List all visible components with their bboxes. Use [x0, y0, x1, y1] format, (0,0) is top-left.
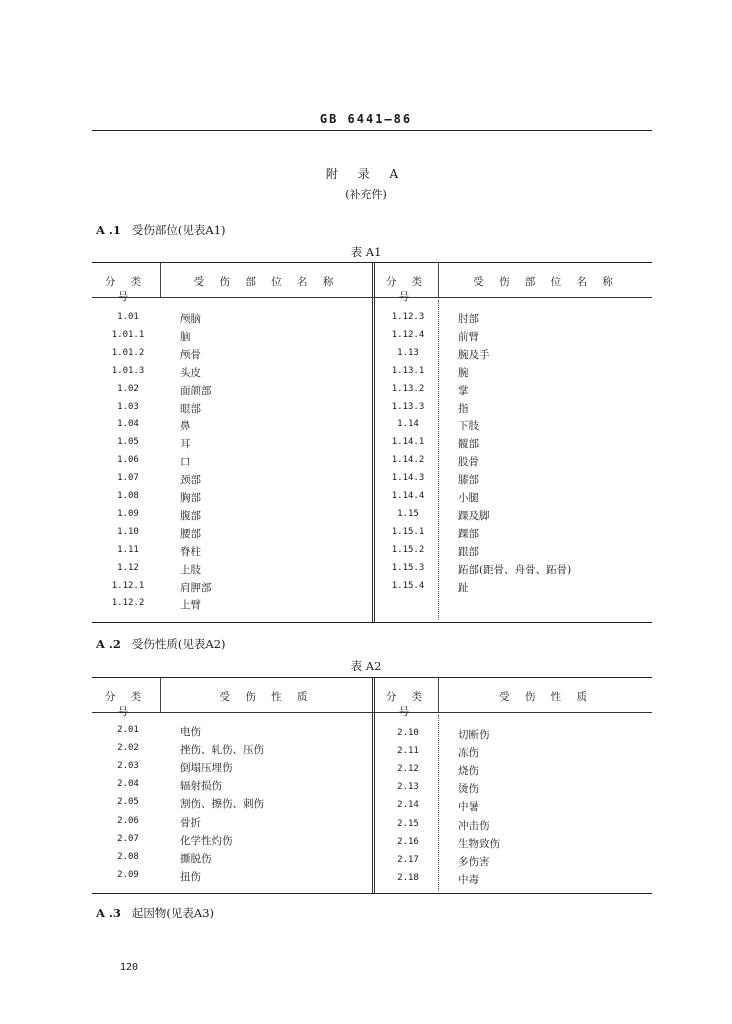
classification-code: 1.10 — [117, 526, 139, 537]
injury-name: 跖部(距骨、舟骨、跖骨) — [458, 563, 572, 576]
injury-name: 头皮 — [180, 366, 201, 379]
standard-code: GB 6441—86 — [319, 112, 413, 126]
injury-name: 上肢 — [180, 563, 201, 576]
classification-code: 1.03 — [117, 401, 139, 412]
injury-name: 耳 — [180, 438, 191, 451]
classification-code: 1.15.4 — [391, 580, 425, 591]
classification-code: 2.03 — [117, 761, 139, 772]
classification-code: 2.01 — [117, 725, 139, 735]
classification-code: 2.16 — [397, 836, 419, 847]
injury-name: 口 — [180, 456, 191, 469]
appendix-title: 附 录 A — [325, 167, 407, 181]
classification-code: 1.14.1 — [391, 437, 425, 448]
section-number: A .1 — [96, 223, 121, 237]
injury-name: 颈部 — [180, 474, 201, 487]
section-title: 受伤部位(见表A1) — [131, 223, 226, 237]
injury-name: 鼻 — [180, 420, 191, 433]
classification-code: 1.01 — [117, 312, 139, 322]
injury-name: 腹部 — [180, 509, 201, 522]
injury-name: 化学性灼伤 — [180, 834, 233, 847]
injury-name: 颅脑 — [180, 313, 201, 325]
injury-name: 指 — [458, 402, 469, 415]
classification-code: 2.05 — [117, 797, 139, 808]
column-header: 受 伤 性 质 — [498, 691, 593, 703]
classification-code: 1.12 — [117, 562, 139, 573]
injury-name: 脊柱 — [180, 545, 201, 558]
column-header: 受 伤 部 位 名 称 — [473, 276, 619, 288]
injury-name: 踝部 — [458, 527, 479, 540]
classification-code: 1.14.2 — [391, 455, 425, 466]
classification-code: 2.04 — [117, 779, 139, 790]
section-heading-a1 — [96, 222, 226, 238]
injury-name: 生物致伤 — [458, 837, 500, 850]
table-bottom-rule — [92, 893, 652, 894]
injury-name: 撕脱伤 — [180, 852, 212, 865]
classification-code: 1.04 — [117, 419, 139, 430]
injury-name: 割伤、擦伤、刺伤 — [180, 798, 264, 811]
classification-code: 2.14 — [397, 800, 419, 811]
classification-code: 2.15 — [397, 818, 419, 829]
injury-name: 股骨 — [458, 456, 479, 469]
classification-code: 2.06 — [117, 815, 139, 826]
classification-code: 1.12.2 — [111, 598, 145, 609]
classification-code: 2.17 — [397, 854, 419, 865]
section-heading-a2 — [96, 636, 226, 652]
injury-name: 电伤 — [180, 726, 201, 738]
column-header: 分 类 号 — [104, 276, 148, 303]
section-number: A .3 — [96, 906, 121, 920]
injury-name: 腰部 — [180, 527, 201, 540]
injury-name: 眼部 — [180, 402, 201, 415]
column-divider — [438, 263, 439, 297]
classification-code: 2.08 — [117, 851, 139, 862]
header-rule — [92, 130, 652, 131]
injury-name: 面颌部 — [180, 384, 212, 397]
table-center-divider — [372, 678, 375, 893]
column-divider-dotted — [438, 715, 439, 891]
section-number: A .2 — [96, 637, 121, 651]
section-title: 起因物(见表A3) — [131, 906, 215, 920]
classification-code: 1.09 — [117, 508, 139, 519]
page-number: 120 — [120, 962, 139, 973]
injury-name: 切断伤 — [458, 729, 490, 741]
injury-name: 前臂 — [458, 330, 479, 343]
injury-name: 肘部 — [458, 313, 479, 325]
classification-code: 1.11 — [117, 544, 139, 555]
injury-name: 扭伤 — [180, 870, 201, 883]
classification-code: 1.12.3 — [391, 312, 425, 322]
classification-code: 1.01.2 — [111, 347, 145, 358]
injury-name: 踝及脚 — [458, 509, 490, 522]
injury-name: 烧伤 — [458, 765, 479, 778]
injury-name: 下肢 — [458, 420, 479, 433]
classification-code: 1.13.2 — [391, 383, 425, 394]
injury-name: 倒塌压埋伤 — [180, 762, 233, 775]
injury-name: 腕及手 — [458, 348, 490, 361]
injury-name: 胸部 — [180, 492, 201, 504]
classification-code: 2.11 — [397, 746, 419, 757]
section-title: 受伤性质(见表A2) — [131, 637, 226, 651]
section-heading-a3 — [96, 905, 214, 921]
classification-code: 1.15.3 — [391, 562, 425, 573]
appendix-subtitle: (补充件) — [345, 188, 387, 201]
column-divider-dotted — [438, 300, 439, 620]
classification-code: 1.13.1 — [391, 365, 425, 376]
injury-name: 中毒 — [458, 873, 479, 886]
column-header: 分 类 号 — [385, 691, 429, 718]
classification-code: 1.07 — [117, 473, 139, 484]
column-divider — [438, 678, 439, 712]
classification-code: 1.01.3 — [111, 365, 145, 376]
table-center-divider — [372, 263, 375, 622]
injury-name: 腕 — [458, 366, 469, 379]
classification-code: 1.14 — [397, 419, 419, 430]
injury-name: 髋部 — [458, 438, 479, 451]
injury-name: 冻伤 — [458, 747, 479, 760]
column-header: 分 类 号 — [104, 691, 148, 718]
classification-code: 2.12 — [397, 764, 419, 775]
classification-code: 1.01.1 — [111, 329, 145, 340]
classification-code: 1.06 — [117, 455, 139, 466]
table-bottom-rule — [92, 622, 652, 623]
injury-name: 冲击伤 — [458, 819, 490, 832]
classification-code: 2.13 — [397, 782, 419, 793]
injury-name: 上臂 — [180, 599, 201, 612]
injury-name: 脑 — [180, 330, 191, 343]
classification-code: 1.12.1 — [111, 580, 145, 591]
injury-name: 中暑 — [458, 801, 479, 814]
classification-code: 2.10 — [397, 728, 419, 738]
classification-code: 2.07 — [117, 833, 139, 844]
classification-code: 1.14.4 — [391, 491, 425, 501]
classification-code: 1.15 — [397, 508, 419, 519]
injury-name: 多伤害 — [458, 855, 490, 868]
table-a1-caption: 表 A1 — [350, 245, 382, 259]
classification-code: 1.12.4 — [391, 329, 425, 340]
classification-code: 1.14.3 — [391, 473, 425, 484]
classification-code: 2.18 — [397, 872, 419, 883]
column-header: 受 伤 性 质 — [219, 691, 314, 703]
injury-name: 颅骨 — [180, 348, 201, 361]
injury-name: 跟部 — [458, 545, 479, 558]
column-header: 受 伤 部 位 名 称 — [193, 276, 340, 288]
injury-name: 辐射损伤 — [180, 780, 222, 793]
injury-name: 挫伤、轧伤、压伤 — [180, 744, 264, 757]
column-header: 分 类 号 — [385, 276, 429, 303]
classification-code: 1.15.1 — [391, 526, 425, 537]
classification-code: 1.15.2 — [391, 544, 425, 555]
injury-name: 掌 — [458, 384, 469, 397]
classification-code: 1.13.3 — [391, 401, 425, 412]
classification-code: 1.13 — [397, 347, 419, 358]
injury-name: 骨折 — [180, 816, 201, 829]
classification-code: 1.02 — [117, 383, 139, 394]
classification-code: 2.09 — [117, 869, 139, 880]
classification-code: 2.02 — [117, 743, 139, 754]
injury-name: 小腿 — [458, 492, 479, 504]
classification-code: 1.05 — [117, 437, 139, 448]
injury-name: 肩胛部 — [180, 581, 212, 594]
injury-name: 烫伤 — [458, 783, 479, 796]
injury-name: 膝部 — [458, 474, 479, 487]
classification-code: 1.08 — [117, 491, 139, 501]
injury-name: 趾 — [458, 581, 469, 594]
table-a2-caption: 表 A2 — [350, 659, 382, 673]
